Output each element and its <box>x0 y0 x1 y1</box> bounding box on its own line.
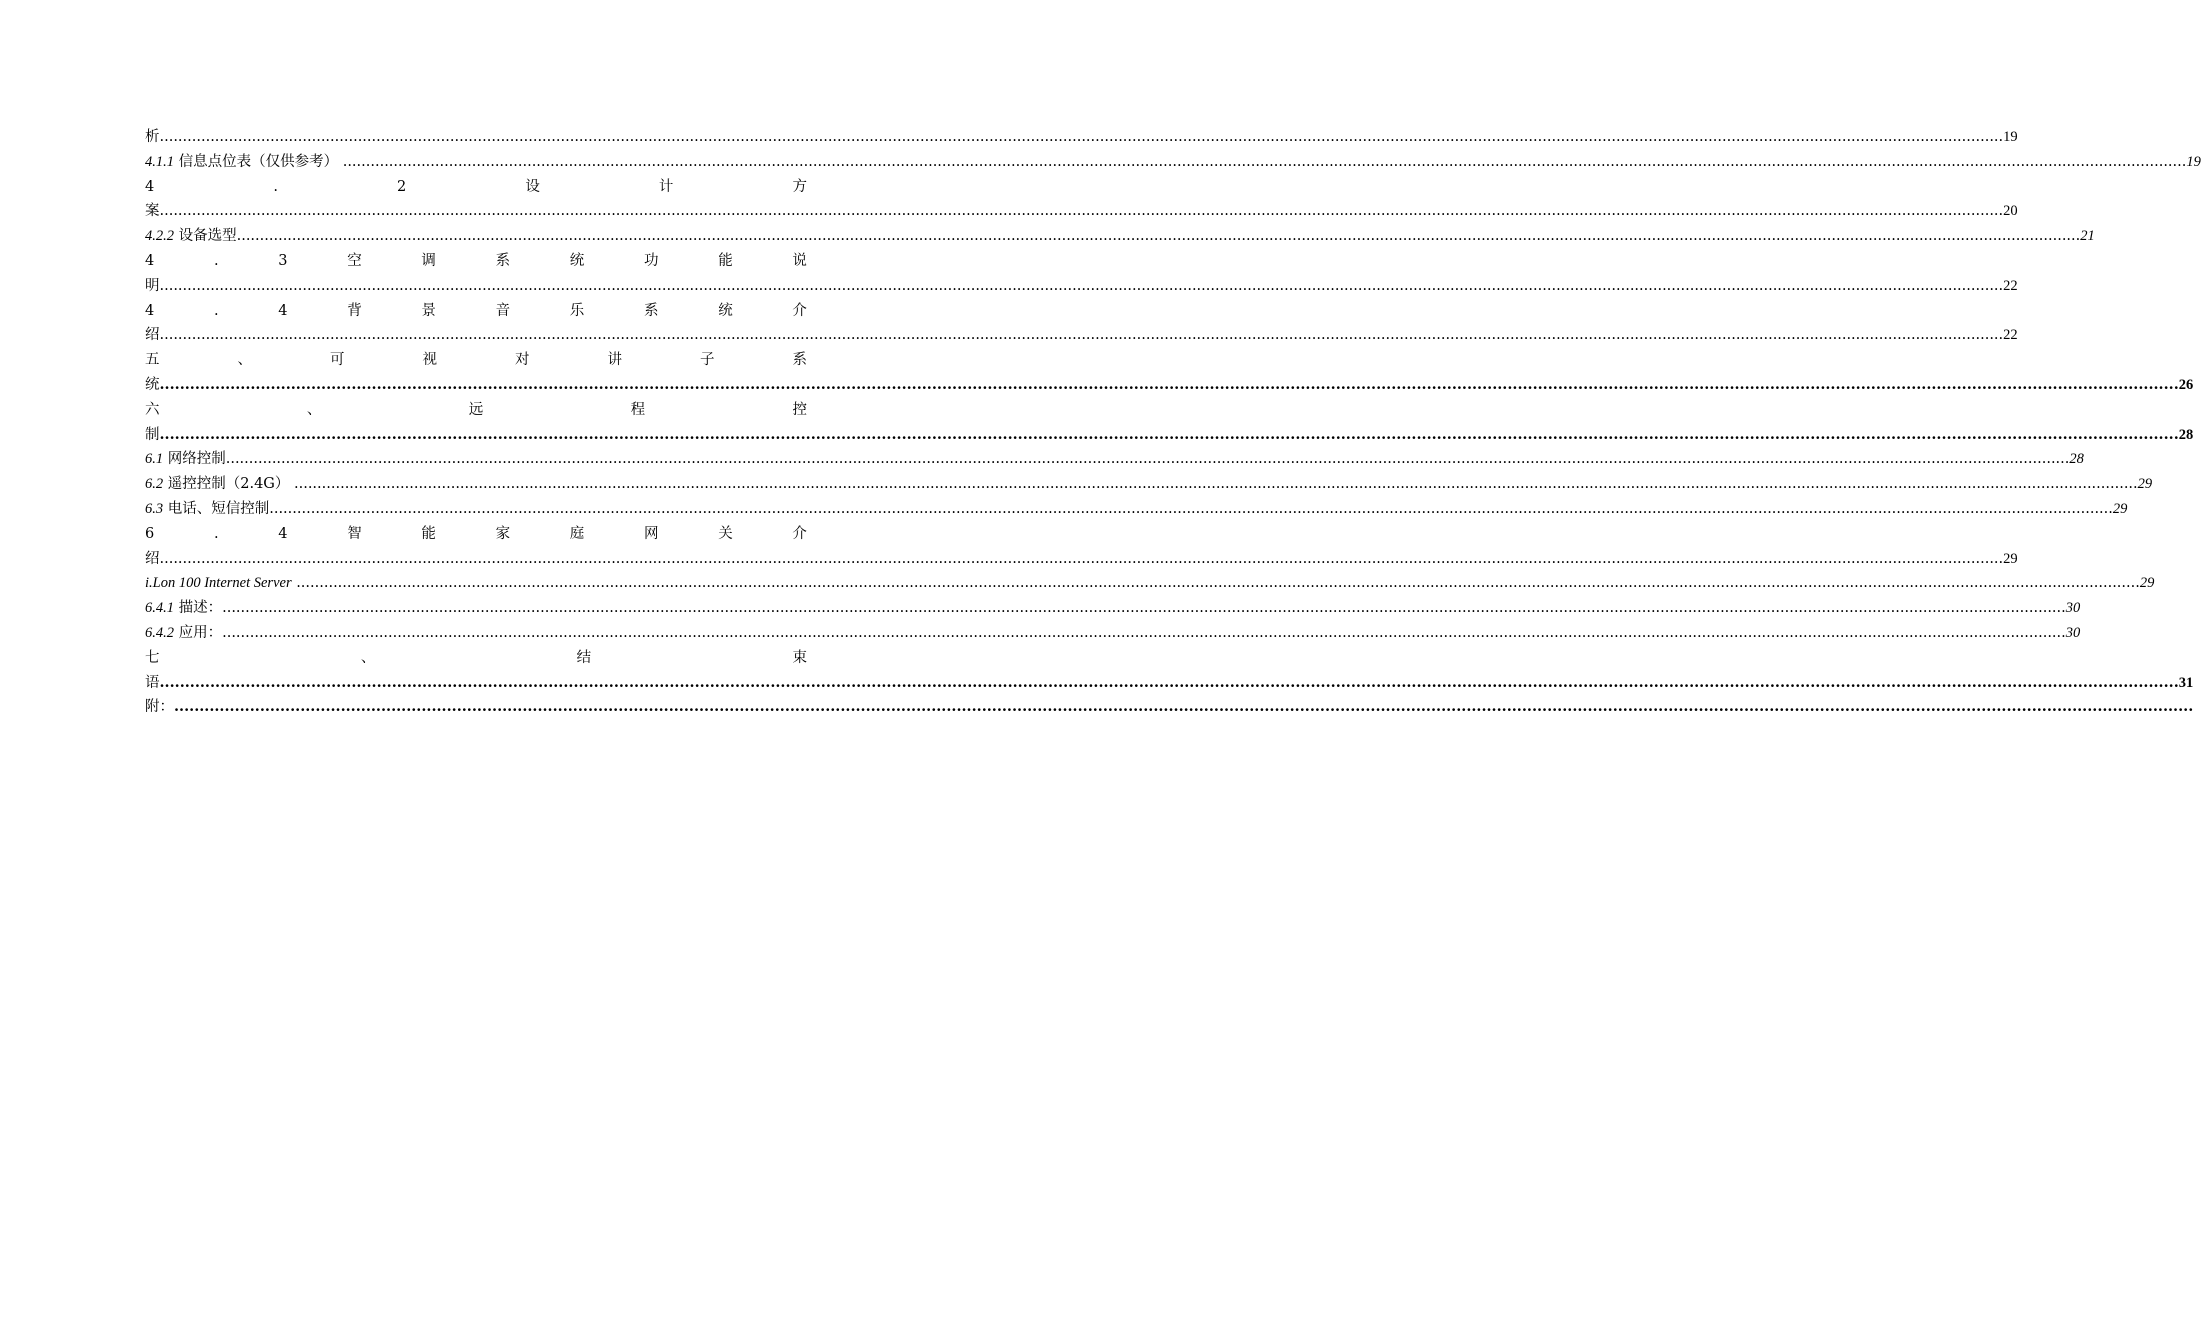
toc-entry-title: 应用： <box>174 624 223 641</box>
toc-heading-char: 统 <box>718 302 733 319</box>
toc-heading-char: 统 <box>569 252 585 269</box>
toc-heading-char: 4 <box>145 302 155 319</box>
toc-line <box>145 646 807 671</box>
toc-dot-leader: ................................................................................................................................................................................................................................................................................................................................................................................................................ <box>222 600 2066 617</box>
toc-dot-leader: ................................................................................................................................................................................................................................................................................................................................................................................................................ <box>269 500 2113 517</box>
toc-heading-char: 空 <box>347 252 362 269</box>
toc-heading-char: 视 <box>422 352 437 369</box>
toc-page-number: 19 <box>2186 153 2201 170</box>
toc-line <box>145 249 807 274</box>
toc-heading-char: . <box>213 525 219 542</box>
toc-heading-char: 程 <box>630 401 646 418</box>
toc-heading-char: 能 <box>421 525 436 542</box>
toc-dot-leader: ................................................................................................................................................................................................................................................................................................................................................................................................................ <box>222 624 2066 641</box>
toc-heading-char: 乐 <box>569 302 585 319</box>
toc-heading-char: 调 <box>421 252 436 269</box>
toc-heading-char: 束 <box>792 649 807 666</box>
toc-section-number: 6.1 <box>145 451 164 468</box>
toc-heading-char: 2 <box>397 178 407 195</box>
toc-dot-leader: ................................................................................................................................................................................................................................................................................................................................................................................................................ <box>174 698 2194 716</box>
toc-entry-title: 统 <box>145 376 160 393</box>
toc-heading-char: 系 <box>792 352 807 369</box>
toc-page-number: 22 <box>2003 277 2018 294</box>
toc-line <box>145 199 2018 224</box>
toc-entry-title: 描述： <box>174 600 223 617</box>
table-of-contents <box>145 125 2201 720</box>
toc-heading-char: 远 <box>468 401 484 418</box>
toc-dot-leader: ................................................................................................................................................................................................................................................................................................................................................................................................................ <box>159 550 2004 567</box>
toc-heading-char: . <box>273 178 278 195</box>
toc-entry-title: 绍 <box>145 327 160 344</box>
toc-heading-char: 系 <box>495 252 511 269</box>
toc-line <box>145 274 2018 299</box>
toc-dot-leader: ................................................................................................................................................................................................................................................................................................................................................................................................................ <box>236 228 2081 245</box>
toc-dot-leader: ................................................................................................................................................................................................................................................................................................................................................................................................................ <box>294 476 2138 493</box>
toc-line <box>145 423 2194 448</box>
toc-line <box>145 621 2081 646</box>
toc-dot-leader: ................................................................................................................................................................................................................................................................................................................................................................................................................ <box>159 327 2004 344</box>
toc-line <box>145 522 807 547</box>
toc-heading-char: 介 <box>792 525 807 542</box>
toc-page-number: 29 <box>2003 550 2018 567</box>
toc-heading-char: 、 <box>306 401 322 418</box>
toc-line <box>145 175 807 200</box>
toc-heading-char: 对 <box>515 352 530 369</box>
toc-dot-leader: ................................................................................................................................................................................................................................................................................................................................................................................................................ <box>342 153 2187 170</box>
toc-entry-title: 遥控控制（2.4G） <box>163 476 294 493</box>
toc-heading-char: 家 <box>495 525 511 542</box>
toc-section-number: 4.2.2 <box>145 228 174 245</box>
toc-entry-title: 案 <box>145 203 160 220</box>
toc-heading-char: 设 <box>525 178 540 195</box>
toc-heading-char: 4 <box>145 178 155 195</box>
toc-heading-char: 6 <box>145 525 155 542</box>
toc-dot-leader: ................................................................................................................................................................................................................................................................................................................................................................................................................ <box>225 451 2070 468</box>
toc-entry-title: 网络控制 <box>163 451 226 468</box>
toc-heading-char: 景 <box>421 302 436 319</box>
toc-section-number: i.Lon 100 Internet Server <box>145 575 292 592</box>
toc-page-number: 20 <box>2003 203 2018 220</box>
toc-page-number: 30 <box>2065 624 2081 641</box>
toc-section-number: 4.1.1 <box>145 153 174 170</box>
toc-heading-char: . <box>213 252 219 269</box>
toc-heading-char: . <box>213 302 219 319</box>
toc-line <box>145 447 2084 472</box>
toc-heading-char: 功 <box>644 252 659 269</box>
toc-line <box>145 323 2018 348</box>
toc-heading-char: 智 <box>347 525 362 542</box>
toc-heading-char: 子 <box>700 352 715 369</box>
toc-line <box>145 224 2095 249</box>
toc-heading-char: 方 <box>792 178 807 195</box>
toc-heading-char: 、 <box>360 649 376 666</box>
toc-heading-char: 七 <box>145 649 160 666</box>
toc-heading-char: 能 <box>718 252 733 269</box>
toc-page-number: 28 <box>2069 451 2084 468</box>
toc-entry-title: 设备选型 <box>174 228 237 245</box>
toc-page-number: 29 <box>2139 575 2155 592</box>
toc-line <box>145 150 2201 175</box>
toc-line <box>145 547 2018 572</box>
toc-heading-char: 3 <box>278 252 288 269</box>
toc-line <box>145 596 2081 621</box>
toc-line <box>145 299 807 324</box>
toc-section-number: 6.4.1 <box>145 600 174 617</box>
toc-entry-title: 析 <box>145 129 160 145</box>
toc-entry-title: 语 <box>145 674 160 691</box>
toc-heading-char: 4 <box>278 525 288 542</box>
toc-page-number: 19 <box>2003 129 2018 145</box>
toc-page-number: 28 <box>2178 426 2194 443</box>
toc-page-number: 30 <box>2065 600 2081 617</box>
toc-dot-leader: ................................................................................................................................................................................................................................................................................................................................................................................................................ <box>159 673 2179 691</box>
toc-page-number: 31 <box>2178 674 2194 691</box>
toc-heading-char: 结 <box>576 649 592 666</box>
toc-line <box>145 571 2155 596</box>
toc-page-number: 29 <box>2137 476 2153 493</box>
toc-heading-char: 可 <box>330 352 345 369</box>
toc-heading-char: 说 <box>792 252 807 269</box>
toc-dot-leader: ................................................................................................................................................................................................................................................................................................................................................................................................................ <box>159 129 2004 145</box>
toc-entry-title: 附： <box>145 699 174 716</box>
toc-page-number: 26 <box>2178 376 2194 393</box>
toc-dot-leader: ................................................................................................................................................................................................................................................................................................................................................................................................................ <box>159 277 2004 294</box>
toc-line <box>145 695 2194 720</box>
toc-entry-title: 明 <box>145 277 160 294</box>
toc-section-number: 6.4.2 <box>145 624 174 641</box>
toc-entry-title: 制 <box>145 426 160 443</box>
toc-line <box>145 125 2018 150</box>
toc-line <box>145 671 2194 696</box>
toc-heading-char: 、 <box>237 352 252 369</box>
toc-entry-title: 电话、短信控制 <box>163 500 270 517</box>
toc-heading-char: 4 <box>278 302 288 319</box>
toc-heading-char: 六 <box>145 401 160 418</box>
toc-line <box>145 497 2128 522</box>
toc-heading-char: 庭 <box>569 525 585 542</box>
toc-heading-char: 音 <box>495 302 511 319</box>
toc-section-number: 6.3 <box>145 500 164 517</box>
toc-heading-char: 控 <box>792 401 807 418</box>
toc-line <box>145 373 2194 398</box>
toc-dot-leader: ................................................................................................................................................................................................................................................................................................................................................................................................................ <box>159 375 2179 393</box>
toc-heading-char: 关 <box>718 525 733 542</box>
toc-dot-leader: ................................................................................................................................................................................................................................................................................................................................................................................................................ <box>296 575 2140 592</box>
toc-page-number: 21 <box>2080 228 2095 245</box>
toc-heading-char: 计 <box>658 178 674 195</box>
toc-entry-title: 信息点位表（仅供参考） <box>174 153 343 170</box>
toc-heading-char: 网 <box>644 525 659 542</box>
toc-section-number: 6.2 <box>145 476 164 493</box>
toc-heading-char: 介 <box>792 302 807 319</box>
toc-page-number: 29 <box>2112 500 2128 517</box>
toc-dot-leader: ................................................................................................................................................................................................................................................................................................................................................................................................................ <box>159 425 2179 443</box>
toc-heading-char: 五 <box>145 352 160 369</box>
toc-dot-leader: ................................................................................................................................................................................................................................................................................................................................................................................................................ <box>159 203 2004 220</box>
toc-heading-char: 背 <box>347 302 362 319</box>
toc-entry-title: 绍 <box>145 550 160 567</box>
toc-heading-char: 系 <box>644 302 659 319</box>
toc-page-number: 22 <box>2003 327 2018 344</box>
toc-heading-char: 讲 <box>607 352 622 369</box>
toc-heading-char: 4 <box>145 252 155 269</box>
toc-line <box>145 472 2153 497</box>
toc-line <box>145 398 807 423</box>
toc-line <box>145 348 807 373</box>
